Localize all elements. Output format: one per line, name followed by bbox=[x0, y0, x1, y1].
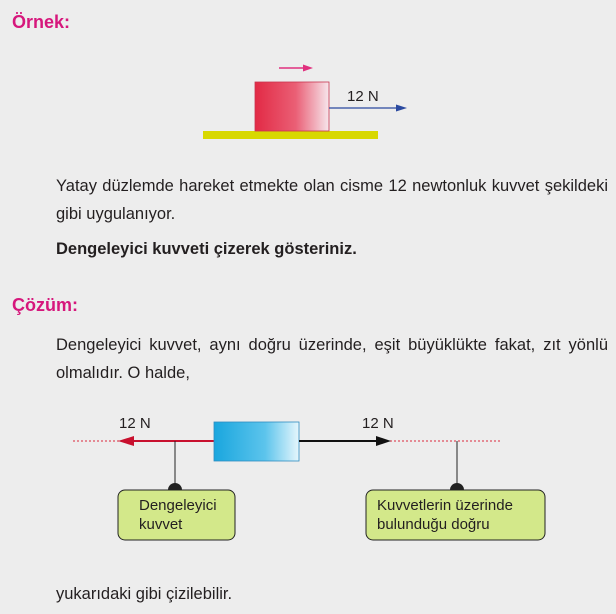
balancing-force-arrow bbox=[118, 436, 214, 446]
blue-block bbox=[214, 422, 299, 461]
applied-force-label-solution: 12 N bbox=[362, 415, 394, 432]
red-block bbox=[255, 82, 329, 131]
callout-left-line1: Dengeleyici bbox=[139, 497, 217, 514]
callout-right-line2: bulunduğu doğru bbox=[377, 516, 490, 533]
applied-force-arrow-solution bbox=[299, 436, 391, 446]
solution-paragraph: Dengeleyici kuvvet, aynı doğru üzerinde, eşit büyüklükte fakat, zıt yönlü olmalıdır. O halde, bbox=[56, 336, 608, 382]
applied-force-label: 12 N bbox=[347, 88, 379, 105]
solution-conclusion: yukarıdaki gibi çizilebilir. bbox=[56, 585, 233, 603]
example-heading: Örnek: bbox=[12, 12, 71, 32]
balancing-force-label: 12 N bbox=[119, 415, 151, 432]
ground-surface bbox=[203, 131, 378, 139]
example-paragraph: Yatay düzlemde hareket etmekte olan cisme 12 newtonluk kuvvet şekildeki gibi uygulanıyor. bbox=[56, 177, 608, 223]
applied-force-arrow bbox=[329, 105, 407, 112]
callout-right-line1: Kuvvetlerin üzerinde bbox=[377, 497, 513, 514]
motion-direction-arrow bbox=[279, 65, 313, 72]
solution-heading: Çözüm: bbox=[12, 295, 78, 315]
callout-left-line2: kuvvet bbox=[139, 516, 183, 533]
callout-left-knob bbox=[168, 483, 182, 490]
callout-right-knob bbox=[450, 483, 464, 490]
example-question: Dengeleyici kuvveti çizerek gösteriniz. bbox=[56, 240, 357, 258]
